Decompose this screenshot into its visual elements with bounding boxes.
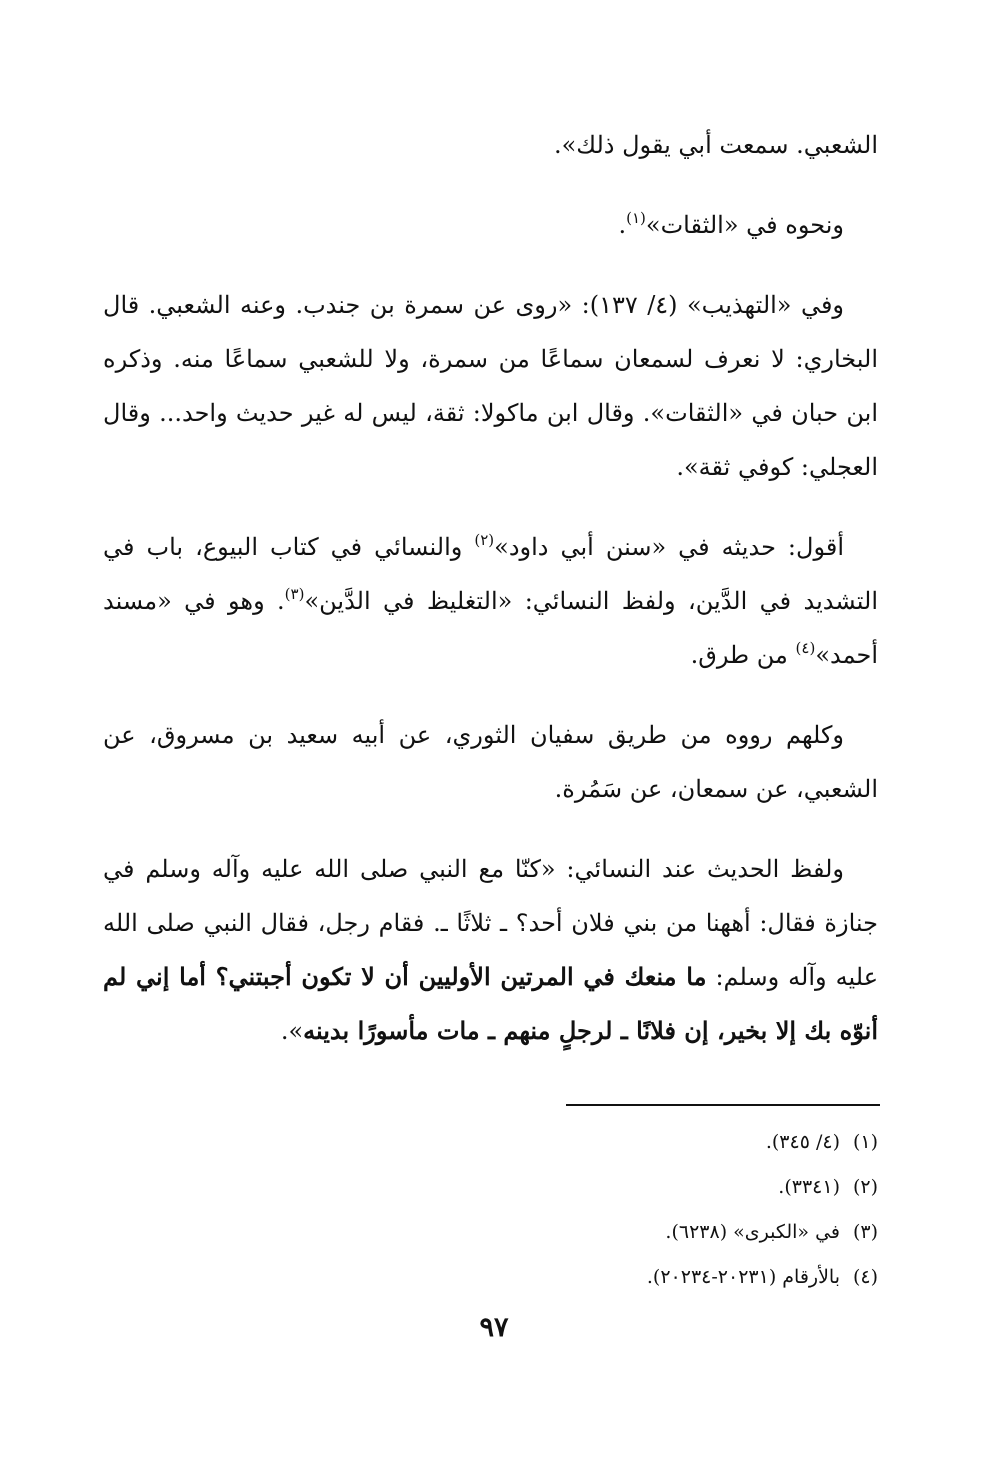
footnotes-section <box>103 1120 878 1300</box>
paragraph <box>103 842 878 1058</box>
footnote-text: (٤/ ٣٤٥). <box>765 1131 840 1153</box>
footnote-reference: (٣) <box>284 585 305 603</box>
paragraph <box>103 118 878 172</box>
footnote-reference: (٤) <box>795 639 816 657</box>
text-run: . وهو في «مسند أحمد» <box>103 587 878 669</box>
footnote-number: (٣) <box>852 1221 878 1243</box>
text-run: من طرق. <box>690 641 796 669</box>
text-run: ونحوه في «الثقات» <box>645 211 844 239</box>
paragraph <box>103 198 878 252</box>
bold-text-run: ما منعك في المرتين الأوليين أن لا تكون أجبتني؟ أما إني لم أنوّه بك إلا بخير، إن فلانًا ـ لرجلٍ منهم ـ مات مأسورًا بدينه <box>103 962 878 1045</box>
paragraph <box>103 278 878 494</box>
footnote-item <box>103 1210 878 1255</box>
footnote-text: في «الكبرى» (٦٢٣٨). <box>665 1221 840 1243</box>
footnote-text: (٣٣٤١). <box>778 1176 840 1198</box>
text-run: أقول: حديثه في «سنن أبي داود» <box>494 533 844 561</box>
text-run: والنسائي في كتاب البيوع، باب في التشديد في الدَّين، ولفظ النسائي: «التغليظ في الدَّين» <box>103 533 878 615</box>
footnote-item <box>103 1120 878 1165</box>
footnote-number: (٤) <box>852 1266 878 1288</box>
footnote-reference: (٢) <box>474 531 495 549</box>
footnote-text: بالأرقام (٢٠٢٣١-٢٠٢٣٤). <box>646 1266 840 1288</box>
footnote-reference: (١) <box>626 209 646 227</box>
text-run: ». <box>280 1017 304 1045</box>
text-run: وكلهم رووه من طريق سفيان الثوري، عن أبيه سعيد بن مسروق، عن الشعبي، عن سمعان، عن سَمُرة. <box>103 721 878 803</box>
footnote-item <box>103 1255 878 1300</box>
footnote-number: (١) <box>852 1131 878 1153</box>
main-text <box>103 118 878 1084</box>
footnote-separator <box>566 1104 880 1106</box>
footnote-item <box>103 1165 878 1210</box>
text-run: ولفظ الحديث عند النسائي: «كنّا مع النبي صلى الله عليه وآله وسلم في جنازة فقال: أههنا من بني فلان أحد؟ ـ ثلاثًا ـ. فقام رجل، فقال النبي صلى الله عليه وآله وسلم: <box>103 855 879 991</box>
paragraph <box>103 520 878 682</box>
footnote-number: (٢) <box>852 1176 878 1198</box>
text-run: الشعبي. سمعت أبي يقول ذلك». <box>553 131 878 159</box>
page-number: ٩٧ <box>479 1312 509 1343</box>
paragraph <box>103 708 878 816</box>
text-run: . <box>618 211 627 239</box>
text-run: وفي «التهذيب» (٤/ ١٣٧): «روى عن سمرة بن جندب. وعنه الشعبي. قال البخاري: لا نعرف لسمعان سماعًا من سمرة، ولا للشعبي سماعًا منه. وذكره ابن حبان في «الثقات». وقال ابن ماكولا: ثقة، ليس له غير حديث واحد... وقال العجلي: كوفي ثقة». <box>103 291 878 481</box>
